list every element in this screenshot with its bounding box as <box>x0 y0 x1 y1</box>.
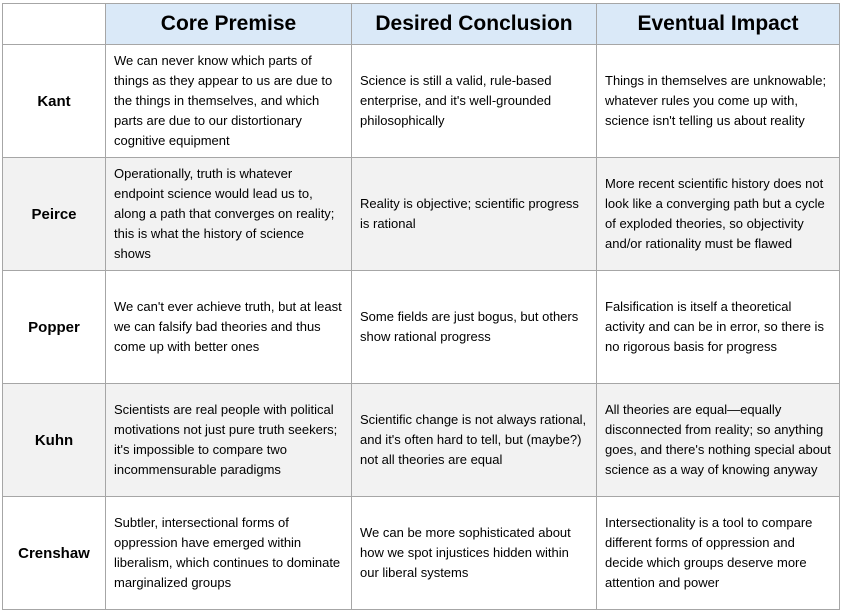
row-name-kant: Kant <box>3 45 106 158</box>
premise-cell: Subtler, intersectional forms of oppression have emerged within liberalism, which continues to dominate marginalized groups <box>106 497 352 610</box>
header-desired-conclusion: Desired Conclusion <box>352 4 597 45</box>
table-row <box>3 271 840 384</box>
table-row <box>3 384 840 497</box>
impact-cell: Falsification is itself a theoretical activity and can be in error, so there is no rigorous basis for progress <box>597 271 840 384</box>
row-name-peirce: Peirce <box>3 158 106 271</box>
conclusion-cell: Scientific change is not always rational, and it's often hard to tell, but (maybe?) not all theories are equal <box>352 384 597 497</box>
impact-cell: All theories are equal—equally disconnected from reality; so anything goes, and there's nothing special about science as a way of knowing anyway <box>597 384 840 497</box>
row-name-popper: Popper <box>3 271 106 384</box>
impact-cell: Intersectionality is a tool to compare different forms of oppression and decide which groups deserve more attention and power <box>597 497 840 610</box>
table-row <box>3 158 840 271</box>
conclusion-cell: Reality is objective; scientific progress is rational <box>352 158 597 271</box>
header-row <box>3 4 840 45</box>
premise-cell: Scientists are real people with political motivations not just pure truth seekers; it's impossible to compare two incommensurable paradigms <box>106 384 352 497</box>
impact-cell: Things in themselves are unknowable; whatever rules you come up with, science isn't telling us about reality <box>597 45 840 158</box>
premise-cell: We can never know which parts of things as they appear to us are due to the things in themselves, and which parts are due to our distortionary cognitive equipment <box>106 45 352 158</box>
premise-cell: Operationally, truth is whatever endpoint science would lead us to, along a path that converges on reality; this is what the history of science shows <box>106 158 352 271</box>
impact-cell: More recent scientific history does not look like a converging path but a cycle of exploded theories, so objectivity and/or rationality must be flawed <box>597 158 840 271</box>
table-row <box>3 497 840 610</box>
header-eventual-impact: Eventual Impact <box>597 4 840 45</box>
conclusion-cell: Some fields are just bogus, but others show rational progress <box>352 271 597 384</box>
philosophy-table <box>2 3 840 610</box>
conclusion-cell: We can be more sophisticated about how we spot injustices hidden within our liberal systems <box>352 497 597 610</box>
conclusion-cell: Science is still a valid, rule-based enterprise, and it's well-grounded philosophically <box>352 45 597 158</box>
header-core-premise: Core Premise <box>106 4 352 45</box>
row-name-kuhn: Kuhn <box>3 384 106 497</box>
row-name-crenshaw: Crenshaw <box>3 497 106 610</box>
corner-cell <box>3 4 106 45</box>
premise-cell: We can't ever achieve truth, but at least we can falsify bad theories and thus come up with better ones <box>106 271 352 384</box>
table-row <box>3 45 840 158</box>
